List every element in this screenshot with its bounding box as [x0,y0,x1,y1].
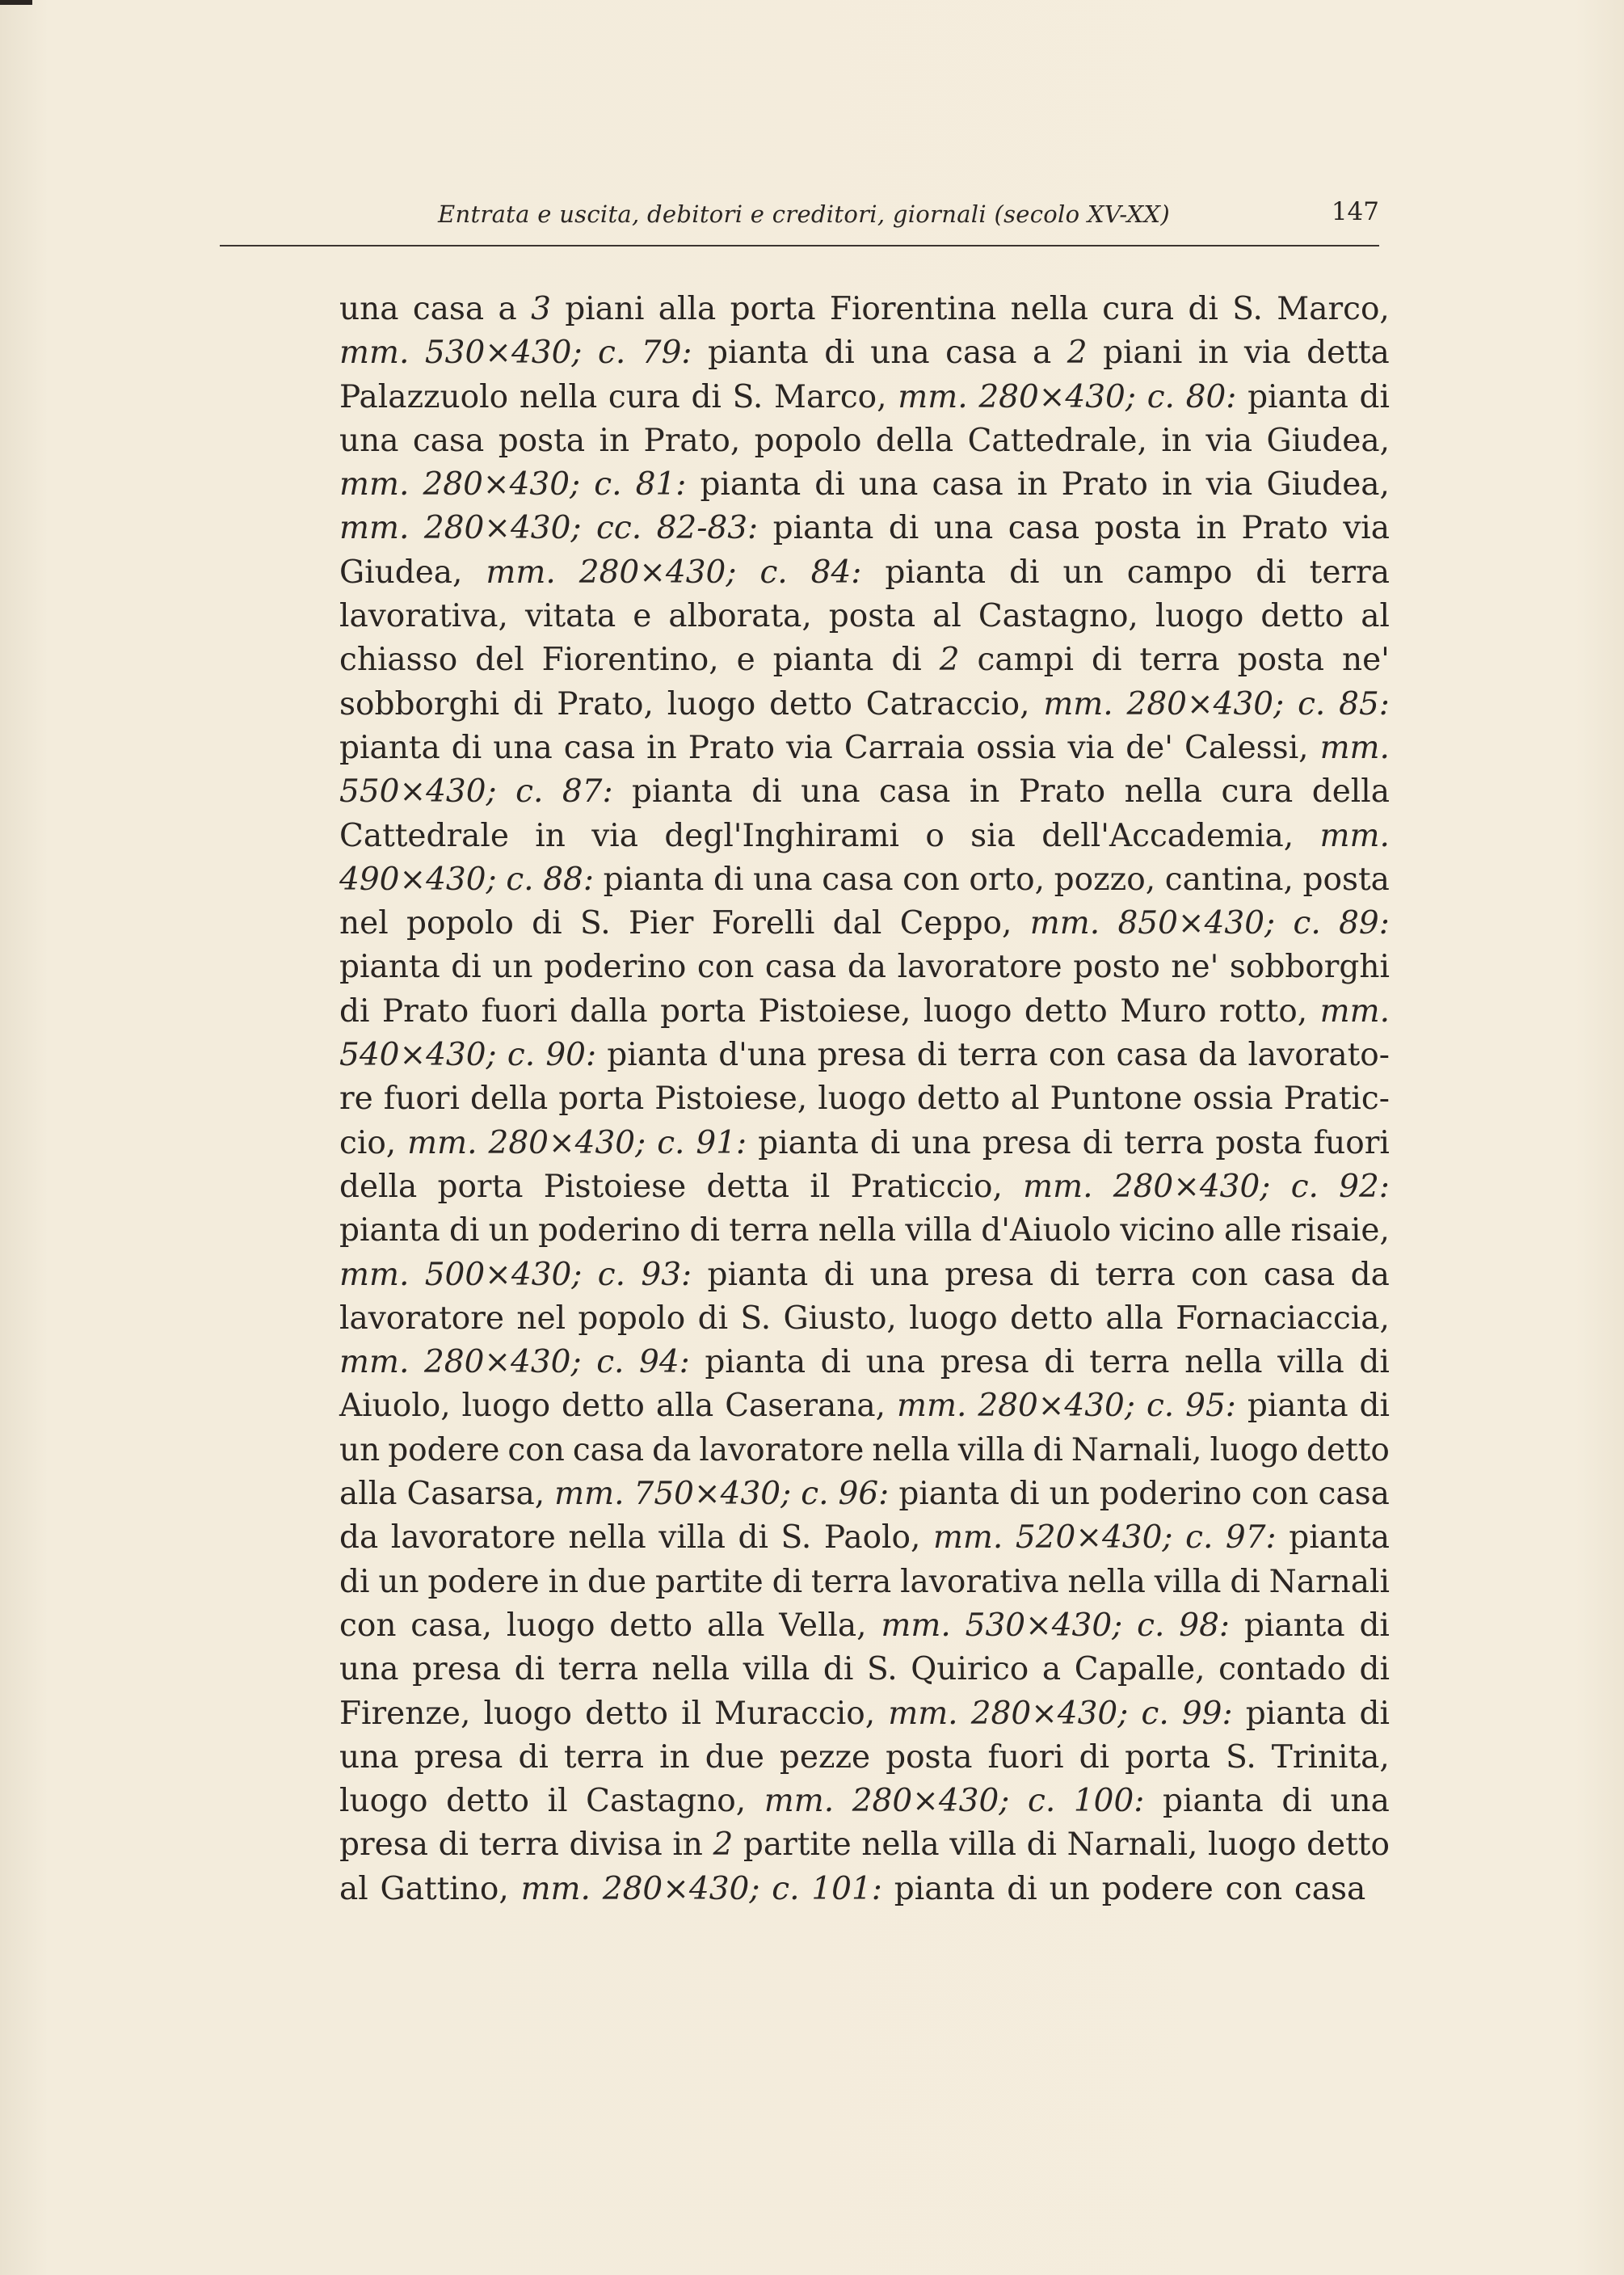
text-line: una casa posta in Prato, popolo della Cattedrale, in via Giudea, [339,422,1390,459]
running-title: Entrata e uscita, debitori e creditori, giornali (secolo XV-XX) [438,200,1170,228]
text-line: re fuori della porta Pistoiese, luogo detto al Puntone ossia Pratic- [339,1081,1390,1118]
text-line: luogo detto il Castagno, mm. 280×430; c. 100: pianta di una [339,1783,1390,1820]
text-line: della porta Pistoiese detta il Praticcio, mm. 280×430; c. 92: [339,1168,1390,1205]
text-line: pianta di un poderino con casa da lavoratore posto ne' sobborghi [339,949,1390,986]
text-line: pianta di una casa in Prato via Carraia ossia via de' Calessi, mm. [339,729,1390,766]
text-line: al Gattino, mm. 280×430; c. 101: pianta di un podere con casa [339,1870,1366,1907]
text-line: un podere con casa da lavoratore nella villa di Narnali, luogo detto [339,1431,1390,1468]
body-text [339,288,1390,1911]
text-line: mm. 500×430; c. 93: pianta di una presa di terra con casa da [339,1256,1390,1293]
text-line: nel popolo di S. Pier Forelli dal Ceppo, mm. 850×430; c. 89: [339,905,1390,942]
text-line: una casa a 3 piani alla porta Fiorentina nella cura di S. Marco, [339,291,1390,327]
page-number: 147 [1331,197,1379,226]
text-line: lavorativa, vitata e alborata, posta al Castagno, luogo detto al [339,598,1390,635]
text-line: una presa di terra in due pezze posta fuori di porta S. Trinita, [339,1738,1390,1776]
text-line: sobborghi di Prato, luogo detto Catraccio, mm. 280×430; c. 85: [339,685,1390,723]
text-line: alla Casarsa, mm. 750×430; c. 96: pianta di un poderino con casa [339,1476,1390,1513]
text-line: mm. 280×430; c. 81: pianta di una casa in Prato in via Giudea, [339,466,1390,503]
scan-edge-mark [0,0,32,5]
text-line: di Prato fuori dalla porta Pistoiese, luogo detto Muro rotto, mm. [339,992,1390,1030]
text-line: 540×430; c. 90: pianta d'una presa di terra con casa da lavorato- [339,1037,1390,1074]
text-line: pianta di un poderino di terra nella villa d'Aiuolo vicino alle risaie, [339,1212,1390,1249]
text-line: cio, mm. 280×430; c. 91: pianta di una presa di terra posta fuori [339,1124,1390,1161]
text-line: 550×430; c. 87: pianta di una casa in Prato nella cura della [339,773,1390,811]
text-line: una presa di terra nella villa di S. Quirico a Capalle, contado di [339,1651,1390,1688]
text-line: mm. 280×430; cc. 82-83: pianta di una casa posta in Prato via [339,510,1390,547]
text-line: da lavoratore nella villa di S. Paolo, mm. 520×430; c. 97: pianta [339,1519,1390,1557]
text-line: Aiuolo, luogo detto alla Caserana, mm. 280×430; c. 95: pianta di [339,1388,1390,1425]
running-header [220,192,1379,233]
text-line: lavoratore nel popolo di S. Giusto, luogo detto alla Fornaciaccia, [339,1300,1390,1337]
text-line: mm. 280×430; c. 94: pianta di una presa di terra nella villa di [339,1344,1390,1381]
text-line: Firenze, luogo detto il Muraccio, mm. 280×430; c. 99: pianta di [339,1695,1390,1732]
text-line: presa di terra divisa in 2 partite nella villa di Narnali, luogo detto [339,1826,1390,1864]
text-line: mm. 530×430; c. 79: pianta di una casa a 2 piani in via detta [339,335,1390,372]
text-line: Giudea, mm. 280×430; c. 84: pianta di un campo di terra [339,554,1390,591]
text-line: chiasso del Fiorentino, e pianta di 2 campi di terra posta ne' [339,642,1390,679]
text-line: Cattedrale in via degl'Inghirami o sia dell'Accademia, mm. [339,817,1390,854]
text-line: con casa, luogo detto alla Vella, mm. 530×430; c. 98: pianta di [339,1607,1390,1644]
header-rule [220,245,1379,246]
text-line: Palazzuolo nella cura di S. Marco, mm. 280×430; c. 80: pianta di [339,378,1390,415]
text-line: 490×430; c. 88: pianta di una casa con orto, pozzo, cantina, posta [339,861,1390,898]
text-line: di un podere in due partite di terra lavorativa nella villa di Narnali [339,1563,1390,1600]
